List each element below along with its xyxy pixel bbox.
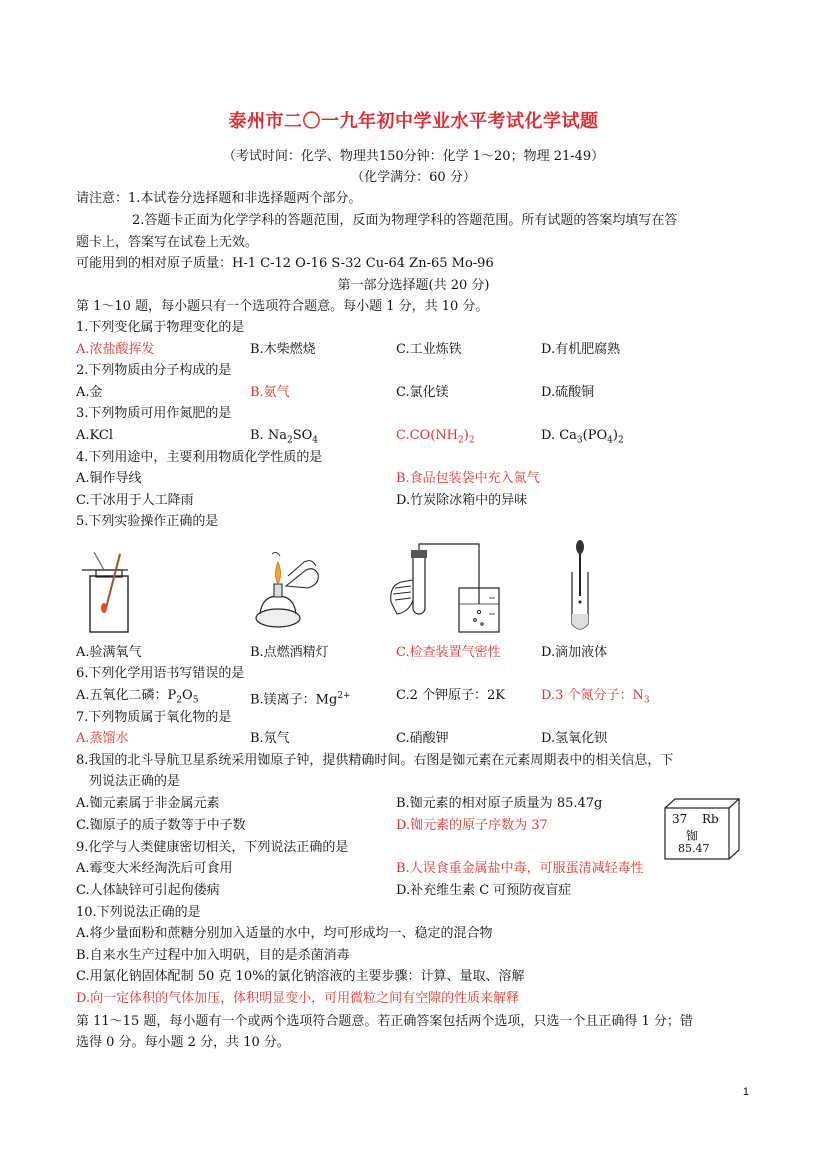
q10-option-a: A.将少量面粉和蔗糖分别加入适量的水中，均可形成均一、稳定的混合物: [76, 926, 493, 941]
q3-option-c: $C.CO(NH_2)_2$: [396, 428, 475, 446]
q5-option-b: B.点燃酒精灯: [250, 645, 329, 660]
q9-stem: 9.化学与人类健康密切相关，下列说法正确的是: [76, 840, 349, 855]
q6-option-c: C.2 个钾原子：2K: [396, 688, 506, 703]
q8-stem-1: 8.我国的北斗导航卫星系统采用铷原子钟，提供精确时间。右图是铷元素在元素周期表中的相关信息，下: [76, 753, 674, 768]
q2-option-c: C.氯化镁: [396, 385, 449, 400]
element-atomic-number: 37: [672, 812, 688, 826]
q1-stem: 1.下列变化属于物理变化的是: [76, 320, 245, 335]
notice-2b: 题卡上，答案写在试卷上无效。: [76, 235, 259, 250]
q4-stem: 4.下列用途中，主要利用物质化学性质的是: [76, 450, 323, 465]
q3-option-b: B. $Na_2SO_4$: [250, 428, 318, 446]
q6-option-b: B.镁离子：$Mg^{2+}$: [250, 691, 351, 708]
element-symbol: Rb: [702, 812, 719, 826]
q8-option-d: D.铷元素的原子序数为 37: [396, 818, 548, 833]
q9-option-a: A.霉变大米经淘洗后可食用: [76, 861, 233, 876]
q6-option-a: A.五氧化二磷：$P_2O_5$: [76, 688, 199, 706]
airtightness-check-figure: [383, 542, 503, 636]
section1-intro: 第 1～10 题，每小题只有一个选项符合题意。每小题 1 分，共 10 分。: [76, 299, 489, 314]
q3-option-d: D. $Ca_3(PO_4)_2$: [541, 428, 624, 446]
q2-stem: 2.下列物质由分子构成的是: [76, 363, 232, 378]
q7-stem: 7.下列物质属于氧化物的是: [76, 710, 232, 725]
element-name: 铷: [686, 829, 699, 843]
section2-intro-2: 选得 0 分。每小题 2 分，共 10 分。: [76, 1035, 290, 1050]
q5-option-d: D.滴加液体: [541, 645, 608, 660]
notice-1: 请注意：1.本试卷分选择题和非选择题两个部分。: [76, 191, 362, 206]
q7-option-c: C.硝酸钾: [396, 731, 449, 746]
element-mass: 85.47: [678, 842, 710, 855]
part1-title: 第一部分选择题(共 20 分): [337, 278, 490, 293]
q4-option-b: B.食品包装袋中充入氮气: [396, 471, 540, 486]
oxygen-test-figure: [76, 548, 136, 636]
q4-option-c: C.干冰用于人工降雨: [76, 493, 194, 508]
page-title: 泰州市二〇一九年初中学业水平考试化学试题: [228, 111, 599, 132]
q5-option-c: C.检查装置气密性: [396, 645, 501, 660]
q7-option-d: D.氢氧化钡: [541, 731, 608, 746]
q9-option-c: C.人体缺锌可引起佝偻病: [76, 883, 220, 898]
q8-option-c: C.铷原子的质子数等于中子数: [76, 818, 246, 833]
q2-option-a: A.金: [76, 385, 103, 400]
q10-option-d: D.向一定体积的气体加压，体积明显变小，可用微粒之间有空隙的性质来解释: [76, 991, 520, 1006]
q4-option-d: D.竹炭除冰箱中的异味: [396, 493, 528, 508]
full-score-note: （化学满分：60 分）: [351, 170, 476, 185]
q1-option-d: D.有机肥腐熟: [541, 342, 621, 357]
exam-time-note: （考试时间：化学、物理共150分钟：化学 1～20；物理 21-49）: [222, 149, 605, 164]
notice-2a: 2.答题卡正面为化学学科的答题范围，反面为物理学科的答题范围。所有试题的答案均填写在答: [132, 213, 678, 228]
q5-option-a: A.验满氧气: [76, 645, 142, 660]
q3-option-a: A.KCl: [76, 428, 113, 443]
q9-option-d: D.补充维生素 C 可预防夜盲症: [396, 883, 572, 898]
q5-stem: 5.下列实验操作正确的是: [76, 514, 219, 529]
section2-intro-1: 第 11～15 题，每小题有一个或两个选项符合题意。若正确答案包括两个选项，只选一个且正确得 1 分；错: [76, 1014, 693, 1029]
q1-option-c: C.工业炼铁: [396, 342, 462, 357]
q8-option-b: B.铷元素的相对原子质量为 85.47g: [396, 796, 603, 811]
q2-option-d: D.硫酸铜: [541, 385, 595, 400]
rubidium-element-card: [664, 798, 740, 860]
q10-option-b: B.自来水生产过程中加入明矾，目的是杀菌消毒: [76, 948, 350, 963]
q2-option-b: B.氨气: [250, 385, 290, 400]
q6-stem: 6.下列化学用语书写错误的是: [76, 666, 245, 681]
q1-option-a: A.浓盐酸挥发: [76, 342, 155, 357]
q4-option-a: A.铜作导线: [76, 471, 142, 486]
dropper-figure: [566, 538, 596, 634]
alcohol-lamp-figure: [242, 548, 328, 634]
q10-stem: 10.下列说法正确的是: [76, 905, 201, 920]
q9-option-b: B.人误食重金属盐中毒，可服蛋清减轻毒性: [396, 861, 644, 876]
q1-option-b: B.木柴燃烧: [250, 342, 316, 357]
q7-option-b: B.氖气: [250, 731, 290, 746]
q10-option-c: C.用氯化钠固体配制 50 克 10%的氯化钠溶液的主要步骤：计算、量取、溶解: [76, 969, 525, 984]
q7-option-a: A.蒸馏水: [76, 731, 129, 746]
atomic-mass-list: 可能用到的相对原子质量：H-1 C-12 O-16 S-32 Cu-64 Zn-65 Mo-96: [76, 256, 494, 271]
q8-option-a: A.铷元素属于非金属元素: [76, 796, 220, 811]
page-number: 1: [742, 1086, 749, 1098]
q3-stem: 3.下列物质可用作氮肥的是: [76, 406, 232, 421]
q8-stem-2: 列说法正确的是: [89, 774, 181, 789]
q6-option-d: D.3 个氮分子：$N_3$: [541, 688, 650, 706]
